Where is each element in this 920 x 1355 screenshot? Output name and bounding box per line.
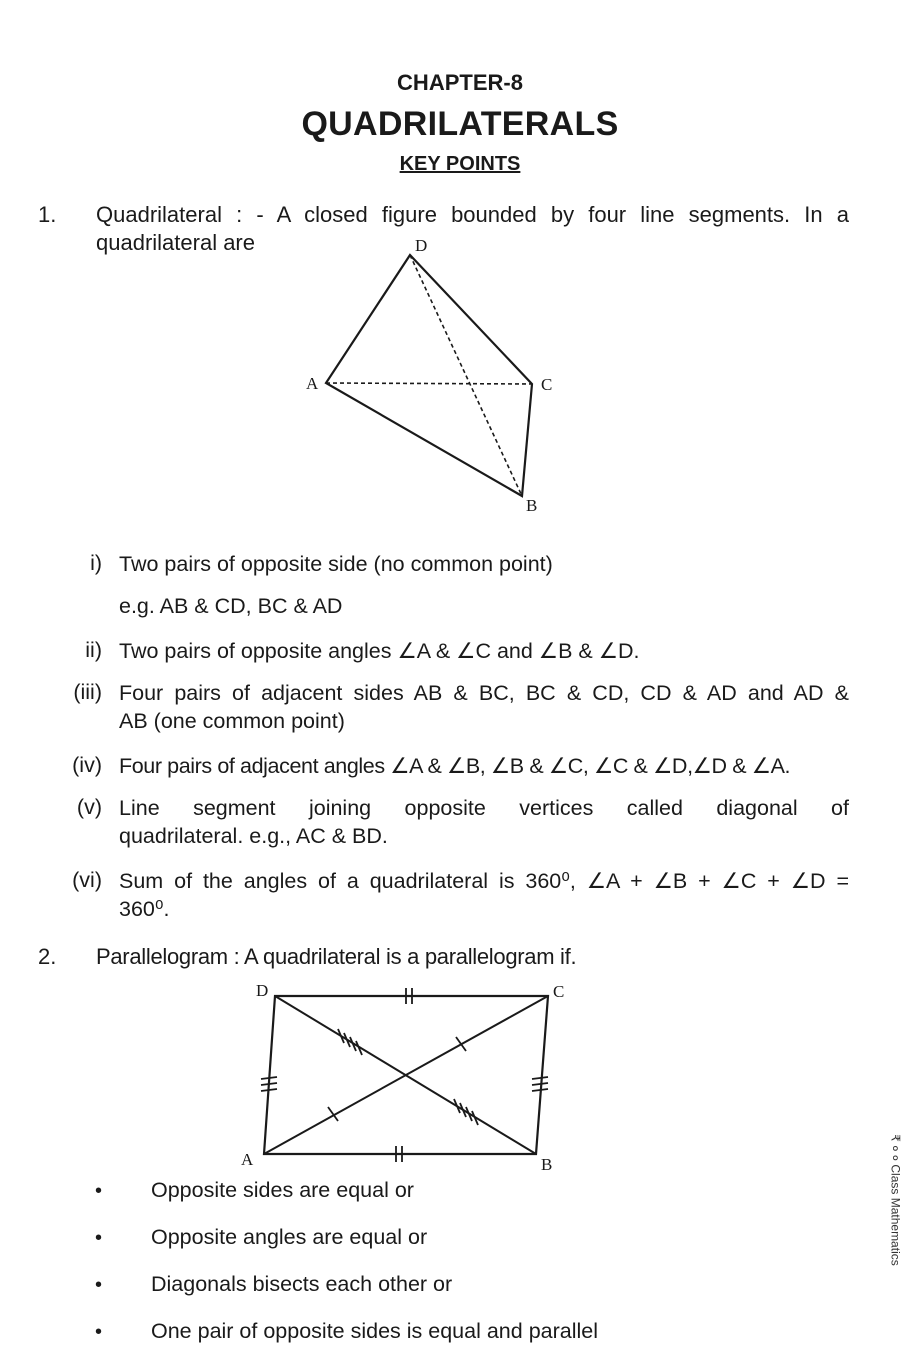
- diagonal-bd: [410, 255, 522, 496]
- item-text: Four pairs of adjacent angles ∠A & ∠B, ∠B & ∠C, ∠C & ∠D,∠D & ∠A.: [119, 754, 791, 778]
- bullet-icon: •: [95, 1227, 103, 1249]
- vertex-label-c: C: [541, 375, 553, 394]
- item-label: ii): [85, 638, 102, 662]
- item-text: Two pairs of opposite side (no common point): [119, 552, 553, 576]
- quadrilateral-outline: [326, 255, 532, 496]
- bullet-icon: •: [95, 1180, 103, 1202]
- item-text: quadrilateral. e.g., AC & BD.: [119, 824, 388, 848]
- item-text: Line segment joining opposite vertices called diagonal of: [119, 796, 849, 820]
- side-note-text: ₹ ० ० Class Mathematics: [888, 1134, 903, 1266]
- bullet-text: Opposite sides are equal or: [151, 1178, 414, 1202]
- vertex-label-d: D: [415, 236, 428, 255]
- point-number: 1.: [38, 202, 57, 227]
- diagonal-ac: [326, 383, 532, 384]
- diagonal-ca: [264, 996, 548, 1154]
- section-heading: KEY POINTS: [399, 153, 521, 175]
- vertex-label-b: B: [526, 496, 538, 515]
- chapter-label: CHAPTER-8: [397, 70, 523, 95]
- item-text: AB (one common point): [119, 709, 345, 733]
- item-text: e.g. AB & CD, BC & AD: [119, 594, 343, 618]
- bullet-text: One pair of opposite sides is equal and parallel: [151, 1319, 599, 1343]
- quadrilateral-figure: [290, 230, 580, 520]
- item-text: Four pairs of adjacent sides AB & BC, BC & CD, CD & AD and AD &: [119, 681, 849, 705]
- item-text: 360⁰.: [119, 897, 170, 921]
- item-label: (v): [76, 795, 102, 819]
- bullet-icon: •: [95, 1321, 103, 1343]
- item-text: Two pairs of opposite angles ∠A & ∠C and ∠B & ∠D.: [119, 639, 640, 663]
- bullet-text: Opposite angles are equal or: [151, 1225, 428, 1249]
- side-note: [876, 1110, 916, 1290]
- point1-text-line2: quadrilateral are: [96, 230, 255, 255]
- item-label: i): [90, 551, 102, 575]
- vertex-label-c: C: [553, 982, 565, 1001]
- point1-text-line1: Quadrilateral : - A closed figure bounded by four line segments. In a: [96, 202, 849, 227]
- bullet-icon: •: [95, 1274, 103, 1296]
- vertex-label-d: D: [256, 981, 269, 1000]
- point-number: 2.: [38, 944, 57, 969]
- item-label: (iii): [73, 680, 102, 704]
- bullet-text: Diagonals bisects each other or: [151, 1272, 453, 1296]
- item-label: (vi): [72, 868, 102, 892]
- vertex-label-a: A: [306, 374, 319, 393]
- parallelogram-figure: [230, 975, 590, 1180]
- vertex-label-a: A: [241, 1150, 254, 1169]
- vertex-label-b: B: [541, 1155, 553, 1174]
- item-text: Sum of the angles of a quadrilateral is 360⁰, ∠A + ∠B + ∠C + ∠D =: [119, 869, 849, 893]
- page-title: QUADRILATERALS: [301, 105, 619, 143]
- item-label: (iv): [72, 753, 102, 777]
- point2-text: Parallelogram : A quadrilateral is a parallelogram if.: [96, 944, 577, 969]
